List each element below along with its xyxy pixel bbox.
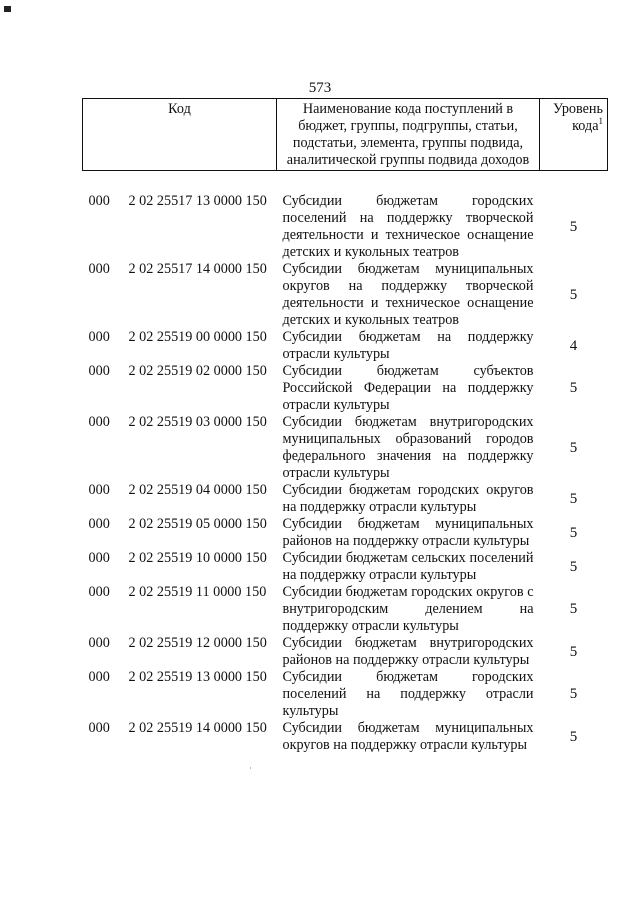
code-cell <box>83 720 277 754</box>
admin-code: 000 <box>88 584 110 600</box>
income-code: 2 02 25517 13 0000 150 <box>128 193 267 209</box>
page-number: 573 <box>308 80 332 96</box>
code-level: 5 <box>569 439 578 456</box>
header-level-footnote: 1 <box>598 116 603 126</box>
admin-code: 000 <box>88 261 110 277</box>
header-code: Код <box>83 99 277 171</box>
code-level: 5 <box>569 643 578 660</box>
income-code: 2 02 25519 02 0000 150 <box>128 363 267 379</box>
table-row <box>83 669 608 720</box>
income-name: Субсидии бюджетам внутригородских муниципальных образований городов федерального значения на поддержку отрасли культуры <box>282 414 534 481</box>
code-level: 5 <box>569 524 578 541</box>
income-code: 2 02 25519 00 0000 150 <box>128 329 267 345</box>
income-name: Субсидии бюджетам на поддержку отрасли культуры <box>282 329 534 362</box>
table-row <box>83 329 608 363</box>
code-level: 5 <box>569 728 578 745</box>
income-code: 2 02 25517 14 0000 150 <box>128 261 267 277</box>
admin-code: 000 <box>88 329 110 345</box>
admin-code: 000 <box>88 482 110 498</box>
table-row <box>83 635 608 669</box>
code-level: 5 <box>569 490 578 507</box>
income-name: Субсидии бюджетам городских округов на поддержку отрасли культуры <box>282 482 534 515</box>
admin-code: 000 <box>88 363 110 379</box>
income-codes-table <box>82 98 608 754</box>
income-code: 2 02 25519 12 0000 150 <box>128 635 267 651</box>
code-level: 5 <box>569 380 578 396</box>
table-row <box>83 550 608 584</box>
code-cell <box>83 329 277 363</box>
income-name: Субсидии бюджетам внутригородских районов на поддержку отрасли культуры <box>282 635 534 668</box>
table-row <box>83 261 608 329</box>
code-cell <box>83 193 277 261</box>
header-spacer <box>83 171 608 194</box>
code-level: 5 <box>569 601 578 617</box>
code-level: 5 <box>569 286 578 303</box>
code-level: 5 <box>569 558 578 575</box>
code-cell <box>83 261 277 329</box>
table-row <box>83 720 608 754</box>
income-name: Субсидии бюджетам городских поселений на поддержку творческой деятельности и техническое оснащение детских и кукольных театров <box>282 193 534 260</box>
income-code: 2 02 25519 10 0000 150 <box>128 550 267 566</box>
table-row <box>83 482 608 516</box>
admin-code: 000 <box>88 635 110 651</box>
income-code: 2 02 25519 04 0000 150 <box>128 482 267 498</box>
admin-code: 000 <box>88 720 110 736</box>
income-code: 2 02 25519 11 0000 150 <box>128 584 267 600</box>
code-cell <box>83 584 277 635</box>
code-level: 4 <box>569 337 578 354</box>
income-name: Субсидии бюджетам муниципальных округов на поддержку отрасли культуры <box>282 720 534 753</box>
code-cell <box>83 482 277 516</box>
table-row <box>83 414 608 482</box>
table-row <box>83 584 608 635</box>
income-code: 2 02 25519 05 0000 150 <box>128 516 267 532</box>
code-cell <box>83 516 277 550</box>
header-level-text: Уровень кода <box>553 101 603 134</box>
table-row <box>83 193 608 261</box>
code-cell <box>83 550 277 584</box>
income-code: 2 02 25519 03 0000 150 <box>128 414 267 430</box>
code-cell <box>83 363 277 414</box>
admin-code: 000 <box>88 669 110 685</box>
header-name: Наименование кода поступлений в бюджет, группы, подгруппы, статьи, подстатьи, элемента, группы подвида, аналитической группы подвида доходов <box>277 99 540 171</box>
scan-speck <box>250 767 251 769</box>
header-level <box>540 99 608 171</box>
table-row <box>83 516 608 550</box>
table-row <box>83 363 608 414</box>
table-body <box>83 171 608 755</box>
code-level: 5 <box>569 218 578 235</box>
code-level: 5 <box>569 686 578 702</box>
income-code: 2 02 25519 13 0000 150 <box>128 669 267 685</box>
admin-code: 000 <box>88 516 110 532</box>
income-code: 2 02 25519 14 0000 150 <box>128 720 267 736</box>
income-name: Субсидии бюджетам муниципальных районов на поддержку отрасли культуры <box>282 516 534 549</box>
admin-code: 000 <box>88 414 110 430</box>
scan-corner-mark <box>4 6 11 12</box>
income-name: Субсидии бюджетам городских поселений на поддержку отрасли культуры <box>282 669 534 719</box>
income-name: Субсидии бюджетам субъектов Российской Федерации на поддержку отрасли культуры <box>282 363 534 413</box>
admin-code: 000 <box>88 550 110 566</box>
table-header <box>83 99 608 171</box>
income-name: Субсидии бюджетам сельских поселений на поддержку отрасли культуры <box>282 550 534 583</box>
code-cell <box>83 669 277 720</box>
admin-code: 000 <box>88 193 110 209</box>
income-name: Субсидии бюджетам городских округов с внутригородским делением на поддержку отрасли культуры <box>282 584 534 634</box>
code-cell <box>83 414 277 482</box>
code-cell <box>83 635 277 669</box>
income-name: Субсидии бюджетам муниципальных округов на поддержку творческой деятельности и техническое оснащение детских и кукольных театров <box>282 261 534 328</box>
